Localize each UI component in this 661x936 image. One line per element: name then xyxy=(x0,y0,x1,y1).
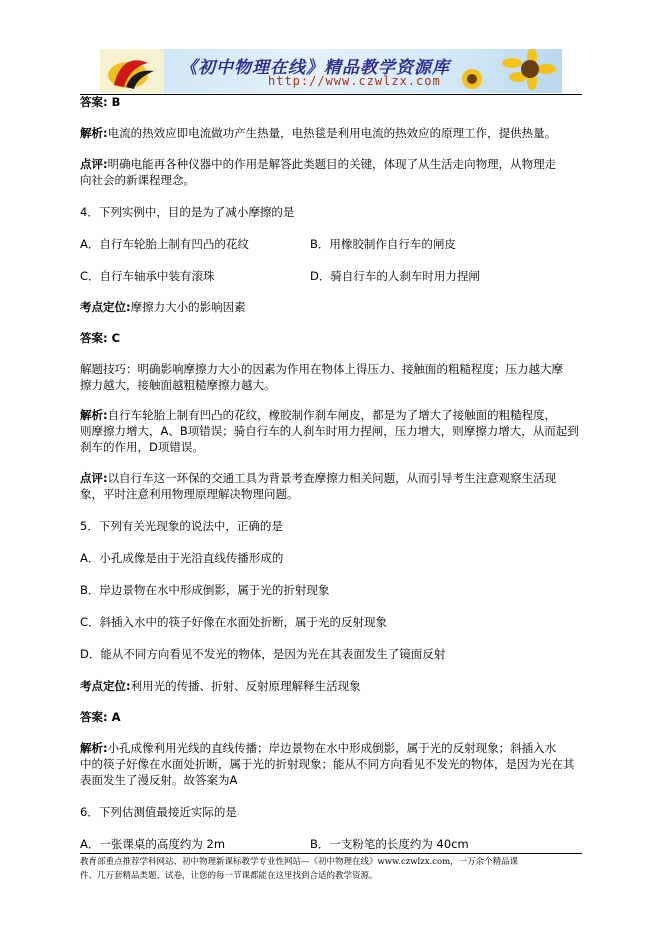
question-6: 6．下列估测值最接近实际的是 xyxy=(80,805,237,819)
option-a: A．自行车轮胎上制有凹凸的花纹 xyxy=(80,237,249,251)
question-4: 4．下列实例中，目的是为了减小摩擦的是 xyxy=(80,205,295,219)
footer-rule xyxy=(80,853,582,854)
option-d: D．能从不同方向看见不发光的物体，是因为光在其表面发生了镜面反射 xyxy=(80,647,446,661)
site-url[interactable]: http://www.czwlzx.com xyxy=(268,74,441,88)
tips-4-cont: 擦力越大，接触面越粗糙摩擦力越大。 xyxy=(80,378,276,392)
question-4-options-cd xyxy=(80,269,582,284)
analysis-4-cont2: 刹车的作用，D项错误。 xyxy=(80,440,204,454)
analysis-5: 解析:小孔成像利用光线的直线传播；岸边景物在水中形成倒影，属于光的反射现象；斜插入水 xyxy=(80,741,557,755)
option-b: B．用橡胶制作自行车的闸皮 xyxy=(310,237,456,251)
option-c: C．斜插入水中的筷子好像在水面处折断，属于光的反射现象 xyxy=(80,615,388,629)
tips-4: 解题技巧：明确影响摩擦力大小的因素为作用在物体上得压力、接触面的粗糙程度；压力越大摩 xyxy=(80,362,563,376)
analysis-3: 解析:电流的热效应即电流做功产生热量，电热毯是利用电流的热效应的原理工作，提供热量。 xyxy=(80,126,557,140)
site-logo xyxy=(100,49,164,93)
answer-5: 答案: A xyxy=(80,710,121,724)
answer-3: 答案: B xyxy=(80,95,121,109)
comment-4: 点评:以自行车这一环保的交通工具为背景考查摩擦力相关问题，从而引导考生注意观察生活现 xyxy=(80,471,557,485)
option-c: C．自行车轴承中装有滚珠 xyxy=(80,269,215,283)
sunflower-icon xyxy=(442,49,562,93)
option-a: A．小孔成像是由于光沿直线传播形成的 xyxy=(80,551,284,565)
option-b: B．一支粉笔的长度约为 40cm xyxy=(310,837,469,851)
comment-3-cont: 向社会的新课程理念。 xyxy=(80,173,195,187)
analysis-5-cont: 中的筷子好像在水面处折断，属于光的折射现象；能从不同方向看见不发光的物体，是因为光在其 xyxy=(80,757,575,771)
analysis-5-cont2: 表面发生了漫反射。故答案为A xyxy=(80,773,238,787)
answer-4: 答案: C xyxy=(80,331,121,345)
question-4-options-ab xyxy=(80,237,582,252)
header-banner xyxy=(100,49,562,93)
comment-4-cont: 象，平时注意利用物理原理解决物理问题。 xyxy=(80,487,299,501)
site-title: 《初中物理在线》精品教学资源库 xyxy=(180,58,450,78)
analysis-4-cont: 则摩擦力增大，A、B项错误；骑自行车的人刹车时用力捏闸，压力增大，则摩擦力增大，从而起到 xyxy=(80,424,579,438)
option-d: D．骑自行车的人刹车时用力捏闸 xyxy=(310,269,480,283)
option-b: B．岸边景物在水中形成倒影，属于光的折射现象 xyxy=(80,583,330,597)
comment-3: 点评:明确电能再各种仪器中的作用是解答此类题目的关键，体现了从生活走向物理，从物理走 xyxy=(80,157,557,171)
footer-line-1: 教育部重点推荐学科网站、初中物理新课标教学专业性网站—《初中物理在线》www.czwlzx.com，一万余个精品课 xyxy=(80,857,519,867)
option-a: A．一张课桌的高度约为 2m xyxy=(80,837,226,851)
topic-4: 考点定位:摩擦力大小的影响因素 xyxy=(80,300,246,314)
topic-5: 考点定位:利用光的传播、折射、反射原理解释生活现象 xyxy=(80,679,361,693)
question-6-options-ab xyxy=(80,837,582,852)
footer-line-2: 件、几万套精品类题、试卷，让您的每一节课都能在这里找到合适的教学资源。 xyxy=(80,871,378,881)
question-5: 5．下列有关光现象的说法中，正确的是 xyxy=(80,519,283,533)
analysis-4: 解析:自行车轮胎上制有凹凸的花纹，橡胶制作刹车闸皮，都是为了增大了接触面的粗糙程度， xyxy=(80,408,557,422)
